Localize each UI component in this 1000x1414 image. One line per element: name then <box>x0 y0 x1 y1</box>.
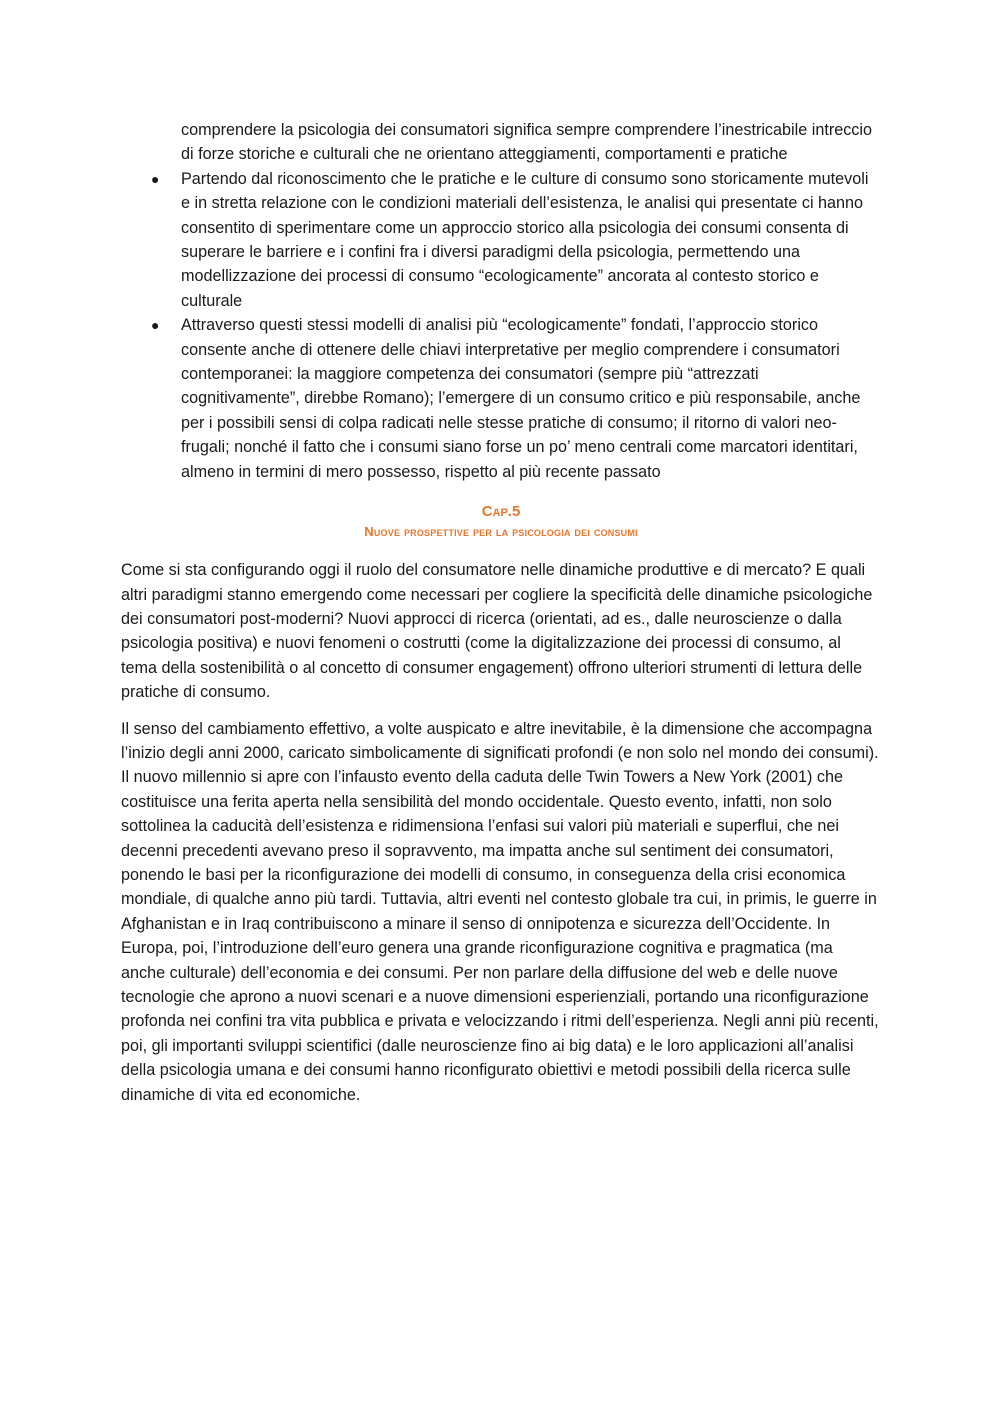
bullet-dot-icon: ● <box>151 317 160 334</box>
bullet-item <box>121 313 881 484</box>
chapter-title: Nuove prospettive per la psicologia dei consumi <box>364 524 638 540</box>
body-paragraph: Il senso del cambiamento effettivo, a volte auspicato e altre inevitabile, è la dimensione che accompagna l’inizio degli anni 2000, caricato simbolicamente di significati profondi (e non solo nel mondo dei consumi). Il nuovo millennio si apre con l’infausto evento della caduta delle Twin Towers a New York (2001) che costituisce una ferita aperta nella sensibilità del mondo occidentale. Questo evento, infatti, non solo sottolinea la caducità dell’esistenza e ridimensiona l’enfasi sui valori più materiali e superflui, che nei decenni precedenti avevano preso il sopravvento, ma impatta anche sul sentiment dei consumatori, ponendo le basi per la riconfigurazione dei modelli di consumo, in conseguenza della crisi economica mondiale, di qualche anno più tardi. Tuttavia, altri eventi nel contesto globale tra cui, in primis, le guerre in Afghanistan e in Iraq contribuiscono a minare il senso di onnipotenza e sicurezza dell’Occidente. In Europa, poi, l’introduzione dell’euro genera una grande riconfigurazione cognitiva e pragmatica (ma anche culturale) dell’economia e dei consumi. Per non parlare della diffusione del web e delle nuove tecnologie che aprono a nuovi scenari e a nuove dimensioni esperienziali, portando una riconfigurazione profonda nei confini tra vita pubblica e privata e velocizzando i ritmi dell’esperienza. Negli anni più recenti, poi, gli importanti sviluppi scientifici (dalle neuroscienze fino ai big data) e le loro applicazioni all’analisi della psicologia umana e dei consumi hanno riconfigurato obiettivi e metodi possibili della ricerca sulle dinamiche di vita ed economiche. <box>121 719 879 1104</box>
body-paragraph: Come si sta configurando oggi il ruolo del consumatore nelle dinamiche produttive e di mercato? E quali altri paradigmi stanno emergendo come necessari per cogliere la specificità delle dinamiche psicologiche dei consumatori post-moderni? Nuovi approcci di ricerca (orientati, ad es., dalle neuroscienze o dalla psicologia positiva) e nuovi fenomeni o costrutti (come la digitalizzazione dei processi di consumo, al tema della sostenibilità o al concetto di consumer engagement) offrono ulteriori strumenti di lettura delle pratiche di consumo. <box>121 561 873 702</box>
bullet-text: Attraverso questi stessi modelli di analisi più “ecologicamente” fondati, l’approccio storico consente anche di ottenere delle chiavi interpretative per meglio comprendere i consumatori contemporanei: la maggiore competenza dei consumatori (sempre più “attrezzati cognitivamente”, direbbe Romano); l’emergere di un consumo critico e più responsabile, anche per i possibili sensi di colpa radicati nelle stesse pratiche di consumo; il ritorno di valori neo-frugali; nonché il fatto che i consumi siano forse un po’ meno centrali come marcatori identitari, almeno in termini di mero possesso, rispetto al più recente passato <box>181 316 861 481</box>
bullet-list <box>121 167 881 484</box>
bullet-dot-icon: ● <box>151 170 160 187</box>
bullet-continuation-text: comprendere la psicologia dei consumatori significa sempre comprendere l’inestricabile intreccio di forze storiche e culturali che ne orientano atteggiamenti, comportamenti e pratiche <box>181 121 872 164</box>
bullet-item <box>121 167 881 313</box>
chapter-heading <box>121 502 881 542</box>
bullet-text: Partendo dal riconoscimento che le pratiche e le culture di consumo sono storicamente mutevoli e in stretta relazione con le condizioni materiali dell’esistenza, le analisi qui presentate ci hanno consentito di sperimentare come un approccio storico alla psicologia dei consumi consenta di superare le barriere e i confini fra i diversi paradigmi della psicologia, permettendo una modellizzazione dei processi di consumo “ecologicamente” ancorata al contesto storico e culturale <box>181 169 869 310</box>
page-content <box>121 118 881 1107</box>
chapter-number: Cap.5 <box>481 503 521 521</box>
